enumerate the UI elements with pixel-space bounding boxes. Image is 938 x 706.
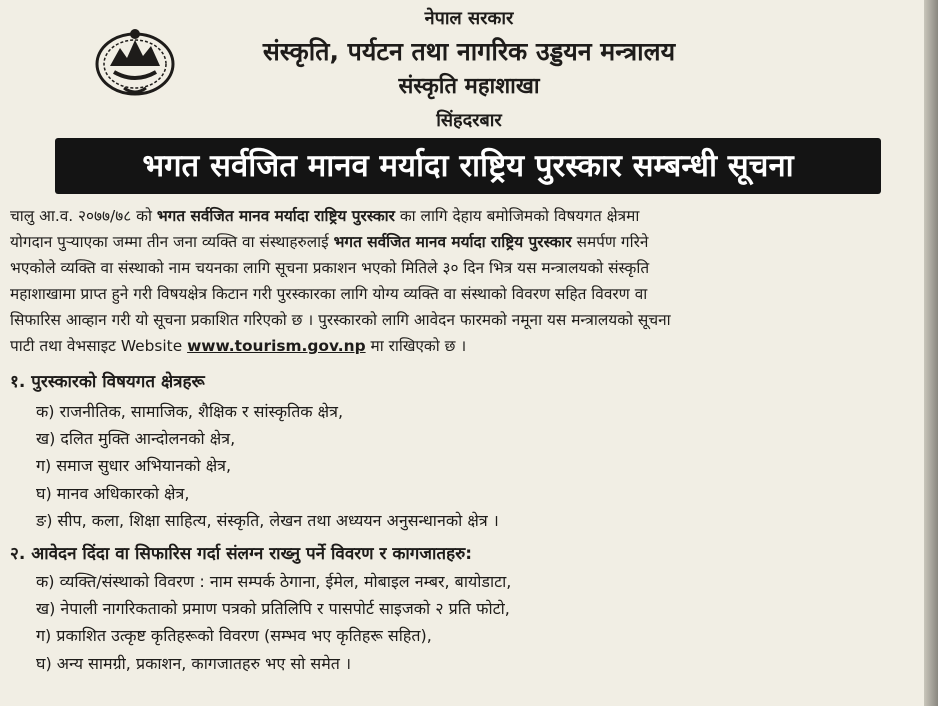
list-item: ख) दलित मुक्ति आन्दोलनको क्षेत्र, xyxy=(36,429,236,449)
list-item: ख) नेपाली नागरिकताको प्रमाण पत्रको प्रतिलिपि र पासपोर्ट साइजको २ प्रति फोटो, xyxy=(36,599,510,619)
award-name-bold: भगत सर्वजित मानव मर्यादा राष्ट्रिय पुरस्कार xyxy=(156,207,395,225)
award-name-bold: भगत सर्वजित मानव मर्यादा राष्ट्रिय पुरस्कार xyxy=(333,233,572,251)
section-2-heading: २. आवेदन दिंदा वा सिफारिस गर्दा संलग्न राख्नु पर्ने विवरण र कागजातहरु: xyxy=(10,544,473,564)
paragraph-line: महाशाखामा प्राप्त हुने गरी विषयक्षेत्र किटान गरी पुरस्कारका लागि योग्य व्यक्ति वा संस्थाको विवरण सहित विवरण वा xyxy=(10,285,648,303)
paragraph-text: चालु आ.व. २०७७/७८ को xyxy=(10,207,157,225)
paragraph-line xyxy=(10,203,925,229)
header-government-name: नेपाल सरकार xyxy=(424,8,514,29)
header-location: सिंहदरबार xyxy=(436,110,502,131)
section-2-list xyxy=(36,568,511,677)
list-item: ङ) सीप, कला, शिक्षा साहित्य, संस्कृति, लेखन तथा अध्ययन अनुसन्धानको क्षेत्र । xyxy=(36,510,499,530)
section-1-list xyxy=(36,398,499,534)
paragraph-line: सिफारिस आव्हान गरी यो सूचना प्रकाशित गरिएको छ । पुरस्कारको लागि आवेदन फारमको नमूना यस मन्त्रालयको सूचना xyxy=(10,311,671,329)
paragraph-line: भएकोले व्यक्ति वा संस्थाको नाम चयनका लागि सूचना प्रकाशन भएको मितिले ३० दिन भित्र यस मन्त्रालयको संस्कृति xyxy=(10,259,650,277)
notice-title: भगत सर्वजित मानव मर्यादा राष्ट्रिय पुरस्कार सम्बन्धी सूचना xyxy=(55,138,881,194)
paragraph-text: योगदान पुऱ्याएका जम्मा तीन जना व्यक्ति वा संस्थाहरुलाई xyxy=(10,233,334,251)
paragraph-line xyxy=(10,229,925,255)
header-division-name: संस्कृति महाशाखा xyxy=(398,74,540,99)
header-ministry-name: संस्कृति, पर्यटन तथा नागरिक उड्डयन मन्त्रालय xyxy=(262,37,676,66)
paragraph-line xyxy=(10,333,925,359)
list-item: ग) समाज सुधार अभियानको क्षेत्र, xyxy=(36,456,232,476)
paragraph-text: समर्पण गरिने xyxy=(571,233,649,251)
website-link[interactable]: www.tourism.gov.np xyxy=(187,337,366,355)
list-item: घ) अन्य सामग्री, प्रकाशन, कागजातहरु भए सो समेत । xyxy=(36,653,352,673)
list-item: क) राजनीतिक, सामाजिक, शैक्षिक र सांस्कृतिक क्षेत्र, xyxy=(36,402,344,421)
page-edge-shadow xyxy=(924,0,938,706)
section-1-heading: १. पुरस्कारको विषयगत क्षेत्रहरू xyxy=(10,372,205,392)
list-item: क) व्यक्ति/संस्थाको विवरण : नाम सम्पर्क ठेगाना, ईमेल, मोबाइल नम्बर, बायोडाटा, xyxy=(36,572,512,591)
list-item: घ) मानव अधिकारको क्षेत्र, xyxy=(36,483,190,503)
paragraph-text: मा राखिएको छ । xyxy=(365,337,467,355)
paragraph-text: पाटी तथा वेभसाइट Website xyxy=(10,337,188,355)
paragraph-text: का लागि देहाय बमोजिमको विषयगत क्षेत्रमा xyxy=(394,207,640,225)
list-item: ग) प्रकाशित उत्कृष्ट कृतिहरूको विवरण (सम्भव भए कृतिहरू सहित), xyxy=(36,626,432,646)
notice-paragraph xyxy=(10,203,925,359)
